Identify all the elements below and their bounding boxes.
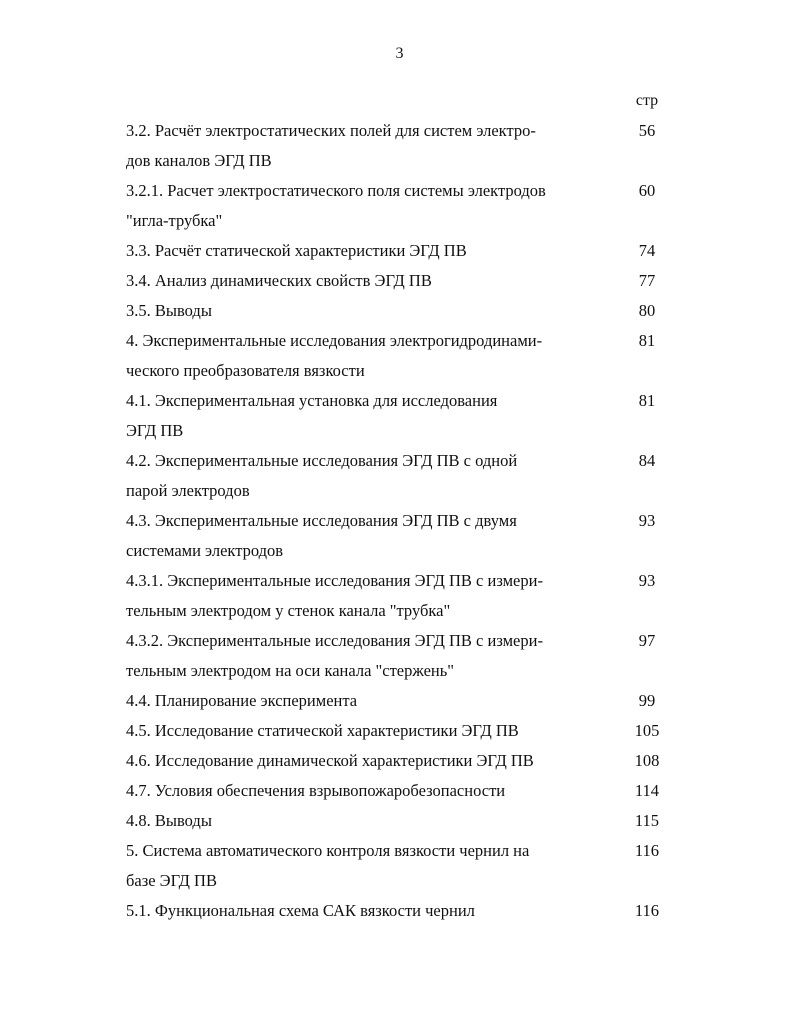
toc-entry <box>126 836 672 896</box>
toc-entry <box>126 626 672 686</box>
toc-entry-page-number: 114 <box>634 781 660 800</box>
toc-entry-page-number: 81 <box>638 391 656 410</box>
toc-entry-page-number: 105 <box>634 721 660 740</box>
toc-entry <box>126 326 672 386</box>
toc-entry <box>126 386 672 446</box>
toc-entry-title-line: дов каналов ЭГД ПВ <box>126 151 272 170</box>
toc-entry-title-line: системами электродов <box>126 541 284 560</box>
toc-entry <box>126 776 672 806</box>
toc-entry <box>126 236 672 266</box>
toc-entry-title-line: 4.1. Экспериментальная установка для исследования <box>126 391 498 410</box>
toc-entry-title-line: 4.2. Экспериментальные исследования ЭГД ПВ с одной <box>126 451 518 470</box>
toc-entry-page-number: 93 <box>638 571 656 590</box>
toc-entry-page-number: 81 <box>638 331 656 350</box>
toc-entry-title-line: 4.7. Условия обеспечения взрывопожаробезопасности <box>126 781 506 800</box>
table-of-contents <box>126 116 672 926</box>
toc-entry <box>126 116 672 176</box>
toc-entry <box>126 896 672 926</box>
toc-entry-title-line: парой электродов <box>126 481 250 500</box>
toc-entry-title-line: ЭГД ПВ <box>126 421 184 440</box>
toc-entry <box>126 446 672 506</box>
toc-entry-title-line: 4.6. Исследование динамической характеристики ЭГД ПВ <box>126 751 534 770</box>
toc-entry-title-line: ческого преобразователя вязкости <box>126 361 365 380</box>
page-number: 3 <box>395 45 404 62</box>
toc-entry <box>126 716 672 746</box>
toc-entry-title-line: тельным электродом на оси канала "стержень" <box>126 661 454 680</box>
toc-entry-page-number: 97 <box>638 631 656 650</box>
toc-entry-title-line: базе ЭГД ПВ <box>126 871 217 890</box>
toc-entry-title-line: 5. Система автоматического контроля вязкости чернил на <box>126 841 530 860</box>
toc-entry-title-line: 3.5. Выводы <box>126 301 212 320</box>
toc-entry <box>126 566 672 626</box>
toc-entry-page-number: 99 <box>638 691 656 710</box>
toc-entry-title-line: 4.3. Экспериментальные исследования ЭГД ПВ с двумя <box>126 511 517 530</box>
toc-entry-title-line: 4.3.1. Экспериментальные исследования ЭГД ПВ с измери- <box>126 571 543 590</box>
toc-entry-title-line: 4.5. Исследование статической характеристики ЭГД ПВ <box>126 721 519 740</box>
toc-entry-title-line: 3.2.1. Расчет электростатического поля системы электродов <box>126 181 546 200</box>
toc-entry <box>126 506 672 566</box>
toc-entry-title-line: 5.1. Функциональная схема САК вязкости чернил <box>126 901 475 920</box>
toc-entry-page-number: 108 <box>634 751 660 770</box>
toc-entry-title-line: "игла-трубка" <box>126 211 223 230</box>
toc-entry-page-number: 80 <box>638 301 656 320</box>
toc-entry-page-number: 115 <box>634 811 660 830</box>
toc-entry <box>126 806 672 836</box>
toc-entry-title-line: тельным электродом у стенок канала "трубка" <box>126 601 451 620</box>
toc-entry-page-number: 74 <box>638 241 656 260</box>
toc-entry-page-number: 56 <box>638 121 656 140</box>
toc-entry-title-line: 4.4. Планирование эксперимента <box>126 691 358 710</box>
toc-entry <box>126 686 672 716</box>
toc-entry-page-number: 60 <box>638 181 656 200</box>
toc-entry-page-number: 116 <box>634 901 660 920</box>
toc-entry-title-line: 4.8. Выводы <box>126 811 212 830</box>
toc-entry-title-line: 3.3. Расчёт статической характеристики ЭГД ПВ <box>126 241 467 260</box>
toc-entry <box>126 746 672 776</box>
toc-entry-title-line: 4. Экспериментальные исследования электрогидродинами- <box>126 331 543 350</box>
toc-entry-page-number: 93 <box>638 511 656 530</box>
toc-entry-title-line: 4.3.2. Экспериментальные исследования ЭГД ПВ с измери- <box>126 631 543 650</box>
toc-entry <box>126 176 672 236</box>
toc-entry <box>126 296 672 326</box>
toc-entry-page-number: 77 <box>638 271 656 290</box>
toc-entry-page-number: 116 <box>634 841 660 860</box>
toc-entry-title-line: 3.4. Анализ динамических свойств ЭГД ПВ <box>126 271 432 290</box>
toc-entry <box>126 266 672 296</box>
page-column-header: стр <box>635 92 659 109</box>
toc-entry-title-line: 3.2. Расчёт электростатических полей для систем электро- <box>126 121 536 140</box>
toc-entry-page-number: 84 <box>638 451 656 470</box>
